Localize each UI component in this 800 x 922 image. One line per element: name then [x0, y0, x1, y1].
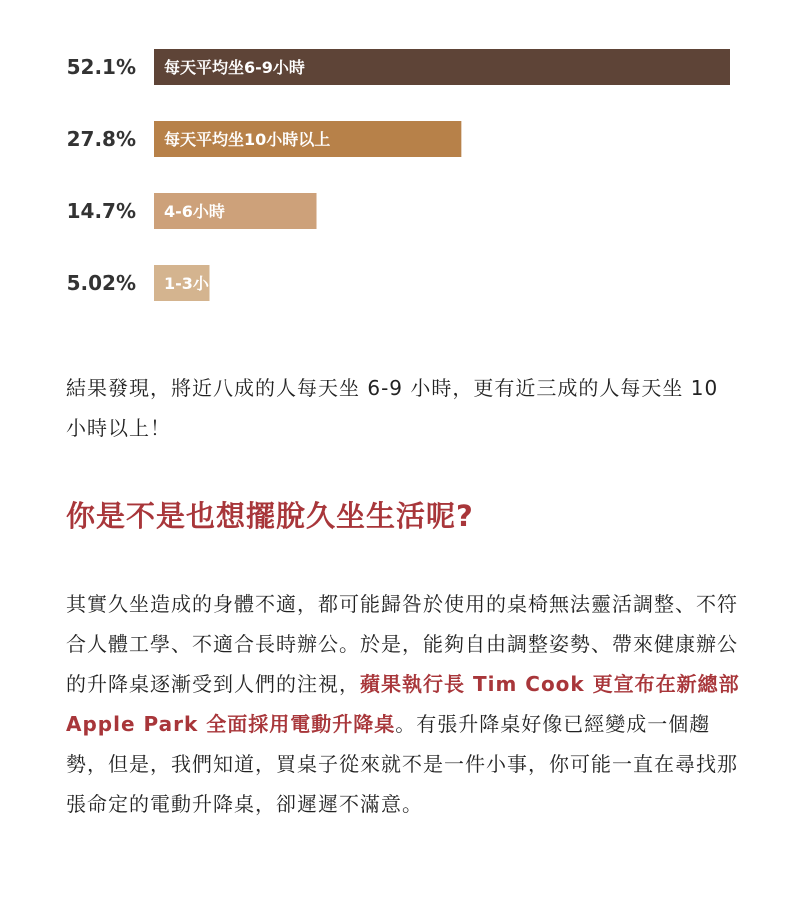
bar-category-label: 每天平均坐6-9小時	[164, 58, 305, 77]
body-text-part2: 。有張升降桌好像已經變成一個趨勢，但是，我們知道，買桌子從來就不是一件小事，你可能一直在尋找那張命定的電動升降桌，卻遲遲不滿意。	[66, 712, 738, 816]
section-heading: 你是不是也想擺脫久坐生活呢?	[66, 499, 474, 533]
bar-category-label: 1-3小時	[164, 274, 225, 293]
bar-value-label: 52.1%	[66, 55, 136, 79]
bar-value-label: 27.8%	[66, 127, 136, 151]
apple-highlight-text: 蘋果執行長 Tim Cook 更宣布在新總部 Apple Park 全面採用電動升降桌	[66, 672, 740, 736]
result-paragraph: 結果發現，將近八成的人每天坐 6-9 小時，更有近三成的人每天坐 10 小時以上！	[66, 376, 719, 440]
bar-category-label: 4-6小時	[164, 202, 225, 221]
bar-chart	[0, 0, 800, 320]
body-text-part1: 其實久坐造成的身體不適，都可能歸咎於使用的桌椅無法靈活調整、不符合人體工學、不適合長時辦公。於是，能夠自由調整姿勢、帶來健康辦公的升降桌逐漸受到人們的注視，	[66, 592, 738, 696]
bar-value-label: 5.02%	[66, 271, 136, 295]
body-paragraph	[66, 584, 746, 824]
bar-category-label: 每天平均坐10小時以上	[164, 130, 331, 149]
bar-value-label: 14.7%	[66, 199, 136, 223]
